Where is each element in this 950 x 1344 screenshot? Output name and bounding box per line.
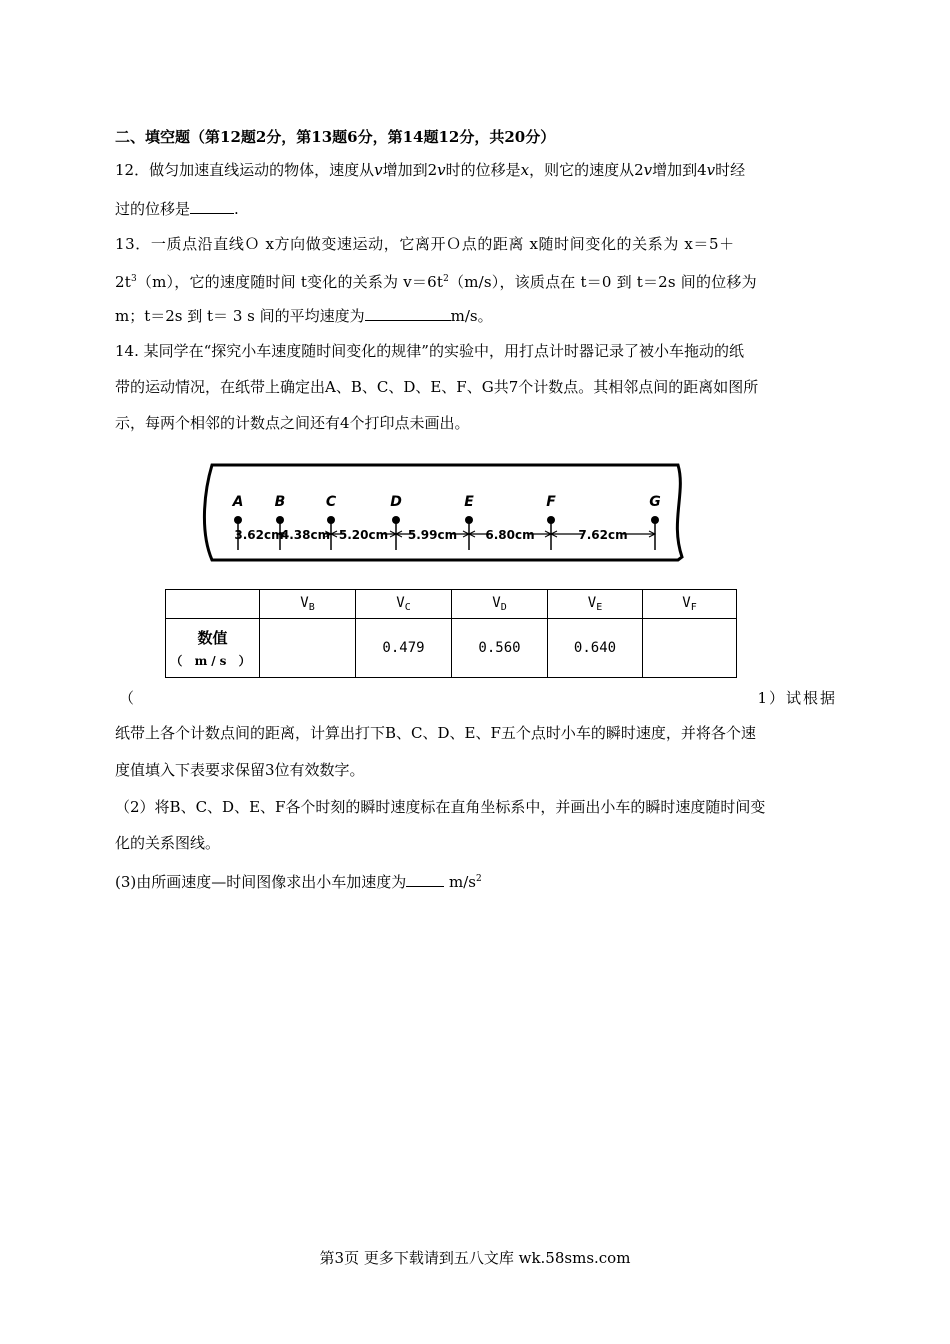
- q14-line1: 14. 某同学在“探究小车速度随时间变化的规律”的实验中，用打点计时器记录了被小车拖动的纸: [115, 342, 744, 360]
- tape-distance-label-4: 6.80cm: [485, 528, 535, 542]
- header-vf: $V_F$: [643, 590, 737, 619]
- q14-line3: 示，每两个相邻的计数点之间还有4个打印点未画出。: [115, 414, 470, 432]
- tape-point-label-c: C: [325, 494, 337, 510]
- q12-answer-blank[interactable]: [190, 197, 234, 214]
- q14-p1-right: 1）试根据: [757, 689, 837, 707]
- q14-p2-line1: （2）将B、C、D、E、F各个时刻的瞬时速度标在直角坐标系中，并画出小车的瞬时速度随时间变: [115, 798, 766, 816]
- value-vf[interactable]: [643, 619, 737, 678]
- tape-point-label-g: G: [649, 494, 661, 510]
- q14-p1-open: （: [119, 689, 135, 707]
- tape-point-label-e: E: [464, 494, 474, 510]
- tape-point-label-a: A: [232, 494, 244, 510]
- tape-distance-label-3: 5.99cm: [407, 528, 458, 542]
- table-value-row: [166, 619, 737, 678]
- value-vd: 0.560: [452, 619, 548, 678]
- header-vc: $V_C$: [356, 590, 452, 619]
- q13-line3: m；t＝2s 到 t＝ 3 s 间的平均速度为 m/s。: [115, 304, 835, 327]
- page-footer: 第3页 更多下载请到五八文库 wk.58sms.com: [319, 1249, 631, 1267]
- tape-distance-label-2: 5.20cm: [338, 528, 389, 542]
- table-corner-cell: [166, 590, 260, 619]
- q14-p3: (3)由所画速度—时间图像求出小车加速度为 $m/s^2$: [115, 868, 835, 893]
- q13-line1: 13．一质点沿直线Ｏ x方向做变速运动，它离开Ｏ点的距离 x随时间变化的关系为 x＝5＋: [115, 235, 735, 253]
- tape-point-label-f: F: [546, 494, 556, 510]
- q14-p2-line2: 化的关系图线。: [115, 834, 221, 852]
- tape-distance-label-0: 3.62cm: [234, 528, 284, 542]
- value-vc: 0.479: [356, 619, 452, 678]
- tape-point-label-b: B: [274, 494, 286, 510]
- row-label: 数值 （ m/s ）: [166, 619, 260, 678]
- value-ve: 0.640: [548, 619, 643, 678]
- header-vd: $V_D$: [452, 590, 548, 619]
- paper-tape-figure: [200, 462, 690, 580]
- tape-distance-label-1: 4.38cm: [280, 528, 331, 542]
- tape-distance-label-5: 7.62cm: [578, 528, 628, 542]
- q13-line2: $2t^3(m)$，它的速度随时间 t变化的关系为 $v=6t^2(m/s)$，该质点在 t＝0 到 t＝2s 间的位移为: [115, 273, 757, 291]
- q12-line1: 12．做匀加速直线运动的物体，速度从v增加到2v时的位移是x，则它的速度从2v增加到4v时经: [115, 161, 746, 179]
- section-title: 二、填空题（第12题2分，第13题6分，第14题12分，共20分）: [115, 128, 556, 146]
- tape-point-label-d: D: [390, 494, 402, 510]
- q12-line2: 过的位移是 .: [115, 197, 835, 220]
- q14-line2: 带的运动情况，在纸带上确定出A、B、C、D、E、F、G共7个计数点。其相邻点间的距离如图所: [115, 378, 759, 396]
- header-vb: $V_B$: [260, 590, 356, 619]
- value-vb[interactable]: [260, 619, 356, 678]
- table-header-row: [166, 590, 737, 619]
- q14-p1-line2: 纸带上各个计数点间的距离，计算出打下B、C、D、E、F五个点时小车的瞬时速度，并将各个速: [115, 724, 756, 742]
- header-ve: $V_E$: [548, 590, 643, 619]
- q13-answer-blank[interactable]: [365, 304, 451, 321]
- q14-p1-line3: 度值填入下表要求保留3位有效数字。: [115, 761, 365, 779]
- paper-tape-outline: [204, 465, 682, 560]
- velocity-table: [165, 589, 737, 678]
- q14-acceleration-blank[interactable]: [406, 870, 444, 887]
